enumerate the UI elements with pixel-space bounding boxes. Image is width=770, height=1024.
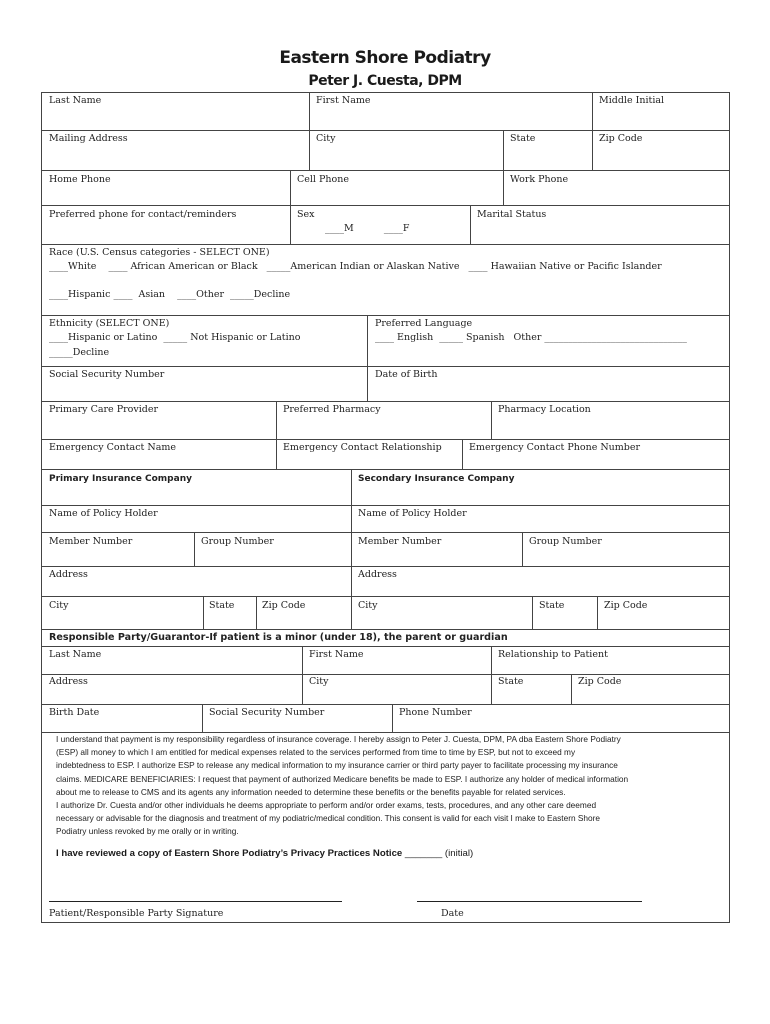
row-line [41, 469, 729, 470]
signature-label: Patient/Responsible Party Signature [49, 908, 224, 919]
row-line [41, 596, 729, 597]
ssn-field[interactable]: Social Security Number [49, 369, 165, 380]
row-line [41, 401, 729, 402]
guarantor-zip-field[interactable]: Zip Code [578, 676, 622, 687]
sex-label: Sex [297, 209, 315, 220]
divider [592, 130, 593, 170]
divider [491, 401, 492, 439]
row-line [41, 566, 729, 567]
consent-line: (ESP) all money to which I am entitled for medical expenses related to the services performed from time to time by ESP, but not to exceed my [56, 747, 576, 758]
practice-title: Eastern Shore Podiatry [279, 48, 491, 68]
row-line [41, 244, 729, 245]
signature-line[interactable] [49, 901, 342, 902]
privacy-notice-row [56, 848, 473, 859]
home-phone-field[interactable]: Home Phone [49, 174, 111, 185]
row-line [41, 366, 729, 367]
divider [597, 596, 598, 629]
doctor-title: Peter J. Cuesta, DPM [308, 73, 462, 89]
consent-line: indebtedness to ESP. I authorize ESP to release any medical information to my insurance carrier or third party payer to facilitate processing my insurance [56, 760, 618, 771]
first-name-field[interactable]: First Name [316, 95, 371, 106]
secondary-city-field[interactable]: City [358, 600, 378, 611]
secondary-state-field[interactable]: State [539, 600, 565, 611]
divider [302, 674, 303, 704]
guarantor-address-field[interactable]: Address [49, 676, 88, 687]
row-line [41, 505, 729, 506]
consent-line: I understand that payment is my responsibility regardless of insurance coverage. I hereby assign to Peter J. Cuesta, DPM, PA dba Eastern Shore Podiatry [56, 734, 621, 744]
divider [276, 439, 277, 469]
pcp-field[interactable]: Primary Care Provider [49, 404, 158, 415]
primary-insurance-heading: Primary Insurance Company [49, 474, 192, 484]
date-line[interactable] [417, 901, 642, 902]
primary-state-field[interactable]: State [209, 600, 235, 611]
divider [522, 532, 523, 566]
consent-line: I authorize Dr. Cuesta and/or other individuals he deems appropriate to perform and/or order exams, tests, procedures, and any other care deemed [56, 800, 597, 811]
consent-line: necessary or advisable for the diagnosis and treatment of my podiatric/medical condition. This consent is valid for each visit I make to Eastern Shore [56, 813, 601, 824]
divider [503, 170, 504, 205]
form-bottom-border [41, 922, 729, 923]
pharmacy-field[interactable]: Preferred Pharmacy [283, 404, 381, 415]
divider [392, 704, 393, 732]
row-line [41, 439, 729, 440]
divider [491, 646, 492, 674]
ethnicity-label: Ethnicity (SELECT ONE) [49, 318, 170, 329]
primary-city-field[interactable]: City [49, 600, 69, 611]
divider [276, 401, 277, 439]
consent-text [56, 733, 696, 839]
emergency-relationship-field[interactable]: Emergency Contact Relationship [283, 442, 442, 453]
mailing-address-field[interactable]: Mailing Address [49, 133, 128, 144]
divider [491, 674, 492, 704]
row-line [41, 704, 729, 705]
consent-line: about me to release to CMS and its agents any information needed to determine these benefits or the benefits payable for related services. [56, 786, 566, 797]
language-options[interactable]: ____ English _____ Spanish Other ______________________________ [375, 332, 687, 343]
form-right-border [729, 92, 730, 923]
divider [351, 469, 352, 629]
divider [470, 205, 471, 244]
row-line [41, 532, 729, 533]
zip-field[interactable]: Zip Code [599, 133, 643, 144]
last-name-field[interactable]: Last Name [49, 95, 102, 106]
privacy-initial-field[interactable]: _______ (initial) [404, 848, 474, 859]
consent-line: Podiatry unless revoked by me orally or in writing. [56, 826, 239, 837]
emergency-name-field[interactable]: Emergency Contact Name [49, 442, 176, 453]
sex-options[interactable]: ____M ____F [325, 223, 410, 234]
ethnicity-decline[interactable]: _____Decline [49, 347, 110, 358]
privacy-notice-text: I have reviewed a copy of Eastern Shore Podiatry’s Privacy Practices Notice [56, 848, 403, 859]
divider [309, 130, 310, 170]
guarantor-phone-field[interactable]: Phone Number [399, 707, 472, 718]
divider [290, 205, 291, 244]
divider [367, 315, 368, 366]
primary-member-number-field[interactable]: Member Number [49, 536, 133, 547]
guarantor-city-field[interactable]: City [309, 676, 329, 687]
divider [503, 130, 504, 170]
primary-address-field[interactable]: Address [49, 569, 88, 580]
divider [203, 596, 204, 629]
secondary-insurance-heading: Secondary Insurance Company [358, 474, 515, 484]
divider [462, 439, 463, 469]
divider [194, 532, 195, 566]
race-options-2[interactable]: ____Hispanic ____ Asian ____Other _____Decline [49, 289, 291, 300]
row-line [41, 130, 729, 131]
row-line [41, 646, 729, 647]
state-field[interactable]: State [510, 133, 536, 144]
secondary-group-number-field[interactable]: Group Number [529, 536, 602, 547]
divider [571, 674, 572, 704]
city-field[interactable]: City [316, 133, 336, 144]
row-line [41, 205, 729, 206]
language-label: Preferred Language [375, 318, 473, 329]
consent-line: claims. MEDICARE BENEFICIARIES: I request that payment of authorized Medicare benefits be made to ESP. I authorize any holder of medical information [56, 773, 629, 784]
divider [256, 596, 257, 629]
guarantor-first-name-field[interactable]: First Name [309, 649, 364, 660]
guarantor-state-field[interactable]: State [498, 676, 524, 687]
cell-phone-field[interactable]: Cell Phone [297, 174, 349, 185]
preferred-phone-field[interactable]: Preferred phone for contact/reminders [49, 209, 237, 220]
date-label: Date [441, 908, 464, 919]
guarantor-ssn-field[interactable]: Social Security Number [209, 707, 325, 718]
secondary-policy-holder-field[interactable]: Name of Policy Holder [358, 508, 467, 519]
row-line [41, 674, 729, 675]
form-left-border [41, 92, 42, 923]
divider [367, 366, 368, 401]
race-options-1[interactable]: ____White ____ African American or Black _____American Indian or Alaskan Native ____ Hawaiian Native or Pacific Islander [49, 261, 662, 272]
work-phone-field[interactable]: Work Phone [510, 174, 569, 185]
race-label: Race (U.S. Census categories - SELECT ONE) [49, 247, 270, 258]
guarantor-relationship-field[interactable]: Relationship to Patient [498, 649, 608, 660]
row-line [41, 629, 729, 630]
dob-field[interactable]: Date of Birth [375, 369, 438, 380]
primary-zip-field[interactable]: Zip Code [262, 600, 306, 611]
secondary-zip-field[interactable]: Zip Code [604, 600, 648, 611]
ethnicity-options[interactable]: ____Hispanic or Latino _____ Not Hispanic or Latino [49, 332, 301, 343]
secondary-address-field[interactable]: Address [358, 569, 397, 580]
secondary-member-number-field[interactable]: Member Number [358, 536, 442, 547]
row-line [41, 315, 729, 316]
marital-status-field[interactable]: Marital Status [477, 209, 547, 220]
divider [532, 596, 533, 629]
pharmacy-location-field[interactable]: Pharmacy Location [498, 404, 591, 415]
divider [290, 170, 291, 205]
primary-policy-holder-field[interactable]: Name of Policy Holder [49, 508, 158, 519]
divider [592, 92, 593, 130]
divider [302, 646, 303, 674]
emergency-phone-field[interactable]: Emergency Contact Phone Number [469, 442, 641, 453]
divider [202, 704, 203, 732]
primary-group-number-field[interactable]: Group Number [201, 536, 274, 547]
guarantor-last-name-field[interactable]: Last Name [49, 649, 102, 660]
middle-initial-field[interactable]: Middle Initial [599, 95, 665, 106]
divider [309, 92, 310, 130]
form-top-border [41, 92, 729, 93]
guarantor-heading: Responsible Party/Guarantor-If patient is a minor (under 18), the parent or guardian [49, 632, 508, 643]
guarantor-birth-date-field[interactable]: Birth Date [49, 707, 100, 718]
row-line [41, 170, 729, 171]
